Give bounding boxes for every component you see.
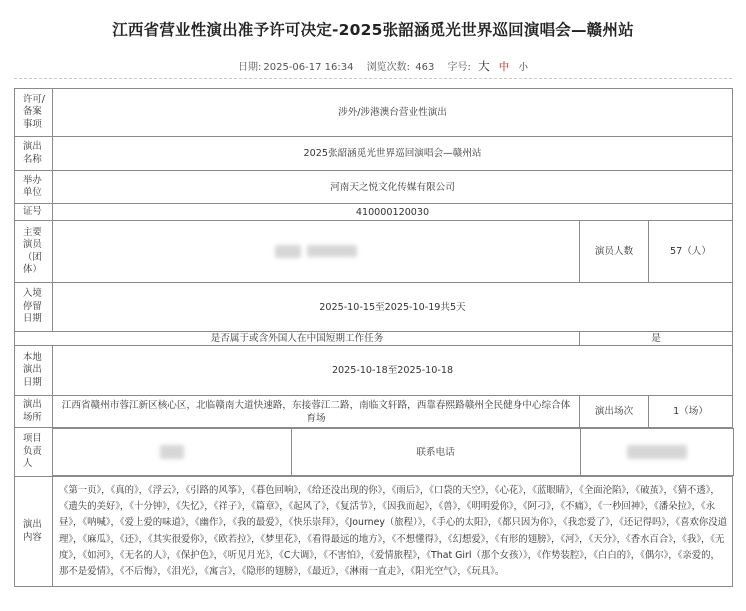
project-lead-value <box>53 429 291 476</box>
permit-type-label: 许可/备案事项 <box>15 89 53 137</box>
entry-stay-value: 2025-10-15至2025-10-19共5天 <box>53 283 733 332</box>
permit-table <box>14 88 733 587</box>
organizer-value: 河南天之悦文化传媒有限公司 <box>53 171 733 204</box>
project-lead-label: 项目负责人 <box>15 428 53 477</box>
redacted-name <box>307 245 357 257</box>
redacted-phone <box>627 445 687 459</box>
performer-count-label: 演员人数 <box>580 221 649 283</box>
organizer-label: 举办单位 <box>15 171 53 204</box>
show-name-label: 演出名称 <box>15 137 53 171</box>
font-size-switcher <box>478 58 528 74</box>
table-row <box>15 477 733 587</box>
cert-no-value: 410000120030 <box>53 204 733 221</box>
table-row <box>15 396 733 428</box>
entry-stay-label: 入境停留日期 <box>15 283 53 332</box>
font-large-button[interactable]: 大 <box>478 59 490 73</box>
table-row <box>15 332 733 346</box>
performers-label: 主要演员（团体） <box>15 221 53 283</box>
views-label: 浏览次数: <box>366 62 411 73</box>
table-row <box>15 221 733 283</box>
redacted-name <box>275 245 301 258</box>
phone-value <box>580 429 733 476</box>
permit-type-value: 涉外/涉港澳台营业性演出 <box>53 89 733 137</box>
font-small-button[interactable]: 小 <box>518 62 528 73</box>
foreign-work-label: 是否属于或含外国人在中国短期工作任务 <box>15 332 580 346</box>
font-size-label: 字号: <box>447 62 471 73</box>
cert-no-label: 证号 <box>15 204 53 221</box>
sessions-label: 演出场次 <box>580 396 649 428</box>
performers-value <box>53 221 580 283</box>
table-row <box>15 346 733 396</box>
table-row <box>15 283 733 332</box>
article-meta <box>238 58 528 74</box>
venue-label: 演出场所 <box>15 396 53 428</box>
table-row <box>15 428 733 477</box>
table-row <box>15 89 733 137</box>
program-value: 《第一页》，《真的》，《浮云》，《引路的风筝》，《暮色回响》，《给还没出现的你》，《雨后》，《口袋的天空》，《心花》，《蓝眼睛》，《全面沦陷》，《破茧》，《猜不透》，《遗失的美好》，《十分钟》，《失忆》，《祥子》，《篇章》，《起风了》，《复活节》，《因我而起》，《兽》，《明明爱你》，《阿刁》，《不痛》，《一秒回神》，《潘朵拉》，《永昼》，《呐喊》，《爱上爱的味道》，《幽作》，《我的最爱》，《快乐崇拜》，《Journey（旅程）》，《手心的太阳》，《都只因为你》，《我恋爱了》，《还记得吗》，《喜欢你没道理》，《麻瓜》，《还》，《其实很爱你》，《欧若拉》，《梦里花》，《看得最远的地方》，《不想懂得》，《幻想爱》，《有形的翅膀》，《河》，《天分》，《香水百合》，《我》，《无度》，《如河》，《无名的人》，《保护色》，《听见月光》，《C大调》，《不害怕》，《爱情旅程》，《That Girl（那个女孩）》，《作势装腔》，《白白的》，《偶尔》，《亲爱的，那不是爱情》，《不后悔》，《泪光》，《寓言》，《隐形的翅膀》，《最近》，《淋雨一直走》，《阳光空气》，《玩具》。 <box>53 477 733 587</box>
show-name-value: 2025张韶涵觅光世界巡回演唱会—赣州站 <box>53 137 733 171</box>
local-dates-value: 2025-10-18至2025-10-18 <box>53 346 733 396</box>
table-row <box>15 171 733 204</box>
project-lead-inner <box>53 428 734 476</box>
redacted-name <box>160 445 184 459</box>
project-lead-cell <box>53 428 733 477</box>
local-dates-label: 本地演出日期 <box>15 346 53 396</box>
table-row <box>15 204 733 221</box>
publish-date: 2025-06-17 16:34 <box>263 62 354 73</box>
sessions-value: 1（场） <box>649 396 733 428</box>
foreign-work-value: 是 <box>580 332 733 346</box>
page-title: 江西省营业性演出准予许可决定-2025张韶涵觅光世界巡回演唱会—赣州站 <box>112 21 634 39</box>
phone-label: 联系电话 <box>291 429 580 476</box>
date-label: 日期: <box>238 62 262 73</box>
table-row <box>15 137 733 171</box>
font-medium-button[interactable]: 中 <box>498 61 510 73</box>
venue-value: 江西省赣州市蓉江新区核心区，北临赣南大道快速路，东接蓉江二路，南临文轩路，西靠春熙路赣州全民健身中心综合体育场 <box>53 396 580 428</box>
program-label: 演出内容 <box>15 477 53 587</box>
performer-count-value: 57（人） <box>649 221 733 283</box>
header-divider <box>14 78 732 79</box>
view-count: 463 <box>415 62 435 73</box>
